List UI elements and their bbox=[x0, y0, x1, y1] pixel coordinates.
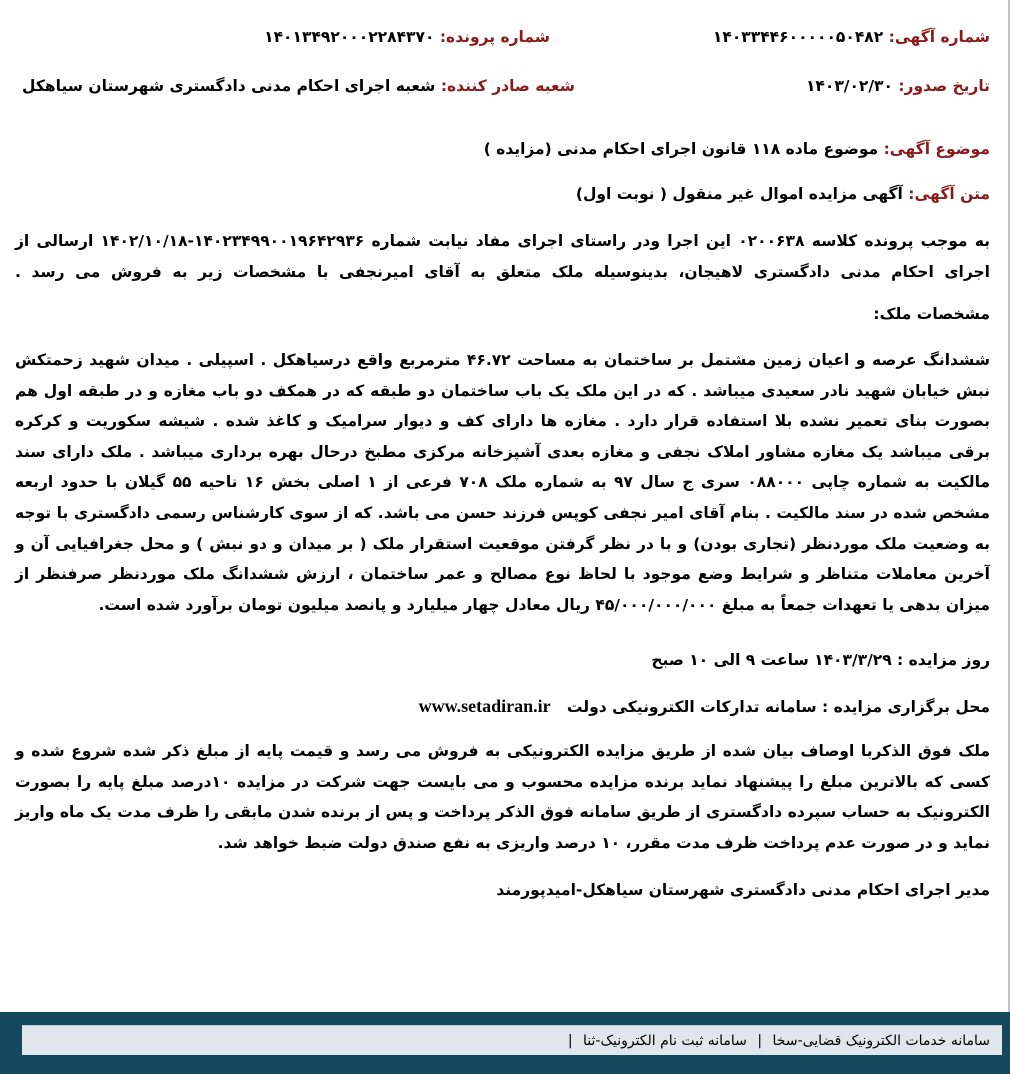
signature bbox=[496, 881, 990, 899]
footer-separator: | bbox=[757, 1033, 763, 1049]
case-number-label: شماره پرونده: bbox=[439, 28, 550, 46]
signature-text: مدیر اجرای احکام مدنی دادگستری شهرستان سیاهکل-امیدپورمند bbox=[496, 881, 990, 899]
issuer-label: شعبه صادر کننده: bbox=[440, 77, 575, 95]
issue-date-label: تاریخ صدور: bbox=[898, 77, 990, 95]
intro-paragraph bbox=[15, 226, 990, 287]
subject-label: موضوع آگهی: bbox=[883, 140, 990, 158]
case-number: ۱۴۰۱۳۴۹۲۰۰۰۲۲۸۴۳۷۰ bbox=[264, 28, 435, 46]
conditions-paragraph bbox=[15, 736, 990, 858]
notice-number-row bbox=[713, 28, 990, 46]
text-title: آگهی مزایده اموال غیر منقول ( نوبت اول) bbox=[575, 185, 903, 203]
issue-date: ۱۴۰۳/۰۲/۳۰ bbox=[805, 77, 893, 95]
specs-paragraph bbox=[15, 345, 990, 620]
text-title-row bbox=[576, 185, 990, 203]
issue-date-row bbox=[806, 77, 990, 95]
venue-text: محل برگزاری مزایده : سامانه تدارکات الکترونیکی دولت bbox=[566, 698, 990, 716]
auction-day-text: روز مزایده : ۱۴۰۳/۳/۲۹ ساعت ۹ الی ۱۰ صبح bbox=[651, 651, 990, 669]
auction-day bbox=[651, 651, 990, 669]
issuer-row bbox=[22, 77, 575, 95]
footer-link-sana[interactable]: سامانه ثبت نام الکترونیک-ثنا bbox=[583, 1033, 747, 1049]
text-label: متن آگهی: bbox=[908, 185, 990, 203]
issuer: شعبه اجرای احکام مدنی دادگستری شهرستان سیاهکل bbox=[22, 77, 436, 95]
footer-separator-end: | bbox=[567, 1033, 573, 1049]
subject-row bbox=[484, 140, 990, 158]
specs-heading-text: مشخصات ملک: bbox=[873, 305, 990, 323]
footer bbox=[0, 1012, 1010, 1074]
specs-text: ششدانگ عرصه و اعیان زمین مشتمل بر ساختمان به مساحت ۴۶.۷۲ مترمربع واقع درسیاهکل . اسپیلی . میدان شهید زحمتکش نبش خیابان شهید نادر سعیدی میباشد . که در این ملک یک باب ساختمان دو طبقه که در همکف دو باب مغازه و در طبقه اول هم بصورت بنای تعمیر نشده بلا استفاده قرار دارد . مغازه ها دارای کف و دیوار سرامیک و کاغذ شده . شیشه سکوریت و کرکره برقی میباشد یک مغازه مشاور املاک نجفی و مغازه بعدی آشپزخانه مرکزی مطبخ درحال بهره برداری میباشد . ملک دارای سند مالکیت به شماره چاپی ۰۸۸۰۰۰ سری ج سال ۹۷ به شماره ملک ۷۰۸ فرعی از ۱ اصلی بخش ۱۶ ناحیه ۵۵ گیلان با حدود اربعه مشخص شده در سند مالکیت . بنام آقای امیر نجفی کوپس فرزند حسن می باشد. که از سوی کارشناس رسمی دادگستری با توجه به وضعیت ملک موردنظر (تجاری بودن) و با در نظر گرفتن موقعیت استقرار ملک ( بر میدان و دو نبش ) و محل جغرافیایی آن و آخرین معاملات متناظر و شرایط وضع موجود با لحاظ نوع مصالح و عمر ساختمان ، ارزش ششدانگ ملک موردنظر صرفنظر از میزان بدهی یا تعهدات جمعاً به مبلغ ۴۵/۰۰۰/۰۰۰/۰۰۰ ریال معادل چهار میلیارد و پانصد میلیون تومان برآورد شده است. bbox=[15, 351, 991, 614]
conditions-text: ملک فوق الذکربا اوصاف بیان شده از طریق مزایده الکترونیکی به فروش می رسد و قیمت پایه از مبلغ ذکر شده شروع شده و کسی که بالاترین مبلغ را پیشنهاد نماید برنده مزایده محسوب و می بایست جهت شرکت در مزایده ۱۰درصد مبلغ پایه را بصورت الکترونیک به حساب سپرده دادگستری از طریق سامانه فوق الذکر پرداخت و پس از برنده شدن مابقی را ظرف مدت یک ماه واریز نماید و در صورت عدم پرداخت ظرف مدت مقرر، ۱۰ درصد واریزی به نفع صندق دولت ضبط خواهد شد. bbox=[15, 742, 991, 852]
subject: موضوع ماده ۱۱۸ قانون اجرای احکام مدنی (مزایده ) bbox=[483, 140, 879, 158]
intro-text: به موجب پرونده کلاسه ۰۲۰۰۶۳۸ این اجرا ودر راستای اجرای مفاد نیابت شماره ۱۴۰۲۳۴۹۹۰۰۱۹۶۴۲۹۳۶-۱۴۰۲/۱۰/۱۸ ارسالی از اجرای احکام مدنی دادگستری لاهیجان، بدینوسیله ملک متعلق به آقای امیرنجفی با مشخصات زیر به فروش می رسد . bbox=[15, 232, 990, 281]
footer-link-sakha[interactable]: سامانه خدمات الکترونیک قضایی-سخا bbox=[772, 1033, 990, 1049]
specs-heading bbox=[873, 305, 990, 323]
footer-links-bar bbox=[22, 1025, 1002, 1055]
venue-row bbox=[419, 696, 990, 717]
venue-url[interactable]: www.setadiran.ir bbox=[418, 696, 551, 716]
notice-number-label: شماره آگهی: bbox=[888, 28, 990, 46]
case-number-row bbox=[264, 28, 550, 46]
notice-number: ۱۴۰۳۳۴۴۶۰۰۰۰۰۵۰۴۸۲ bbox=[712, 28, 884, 46]
